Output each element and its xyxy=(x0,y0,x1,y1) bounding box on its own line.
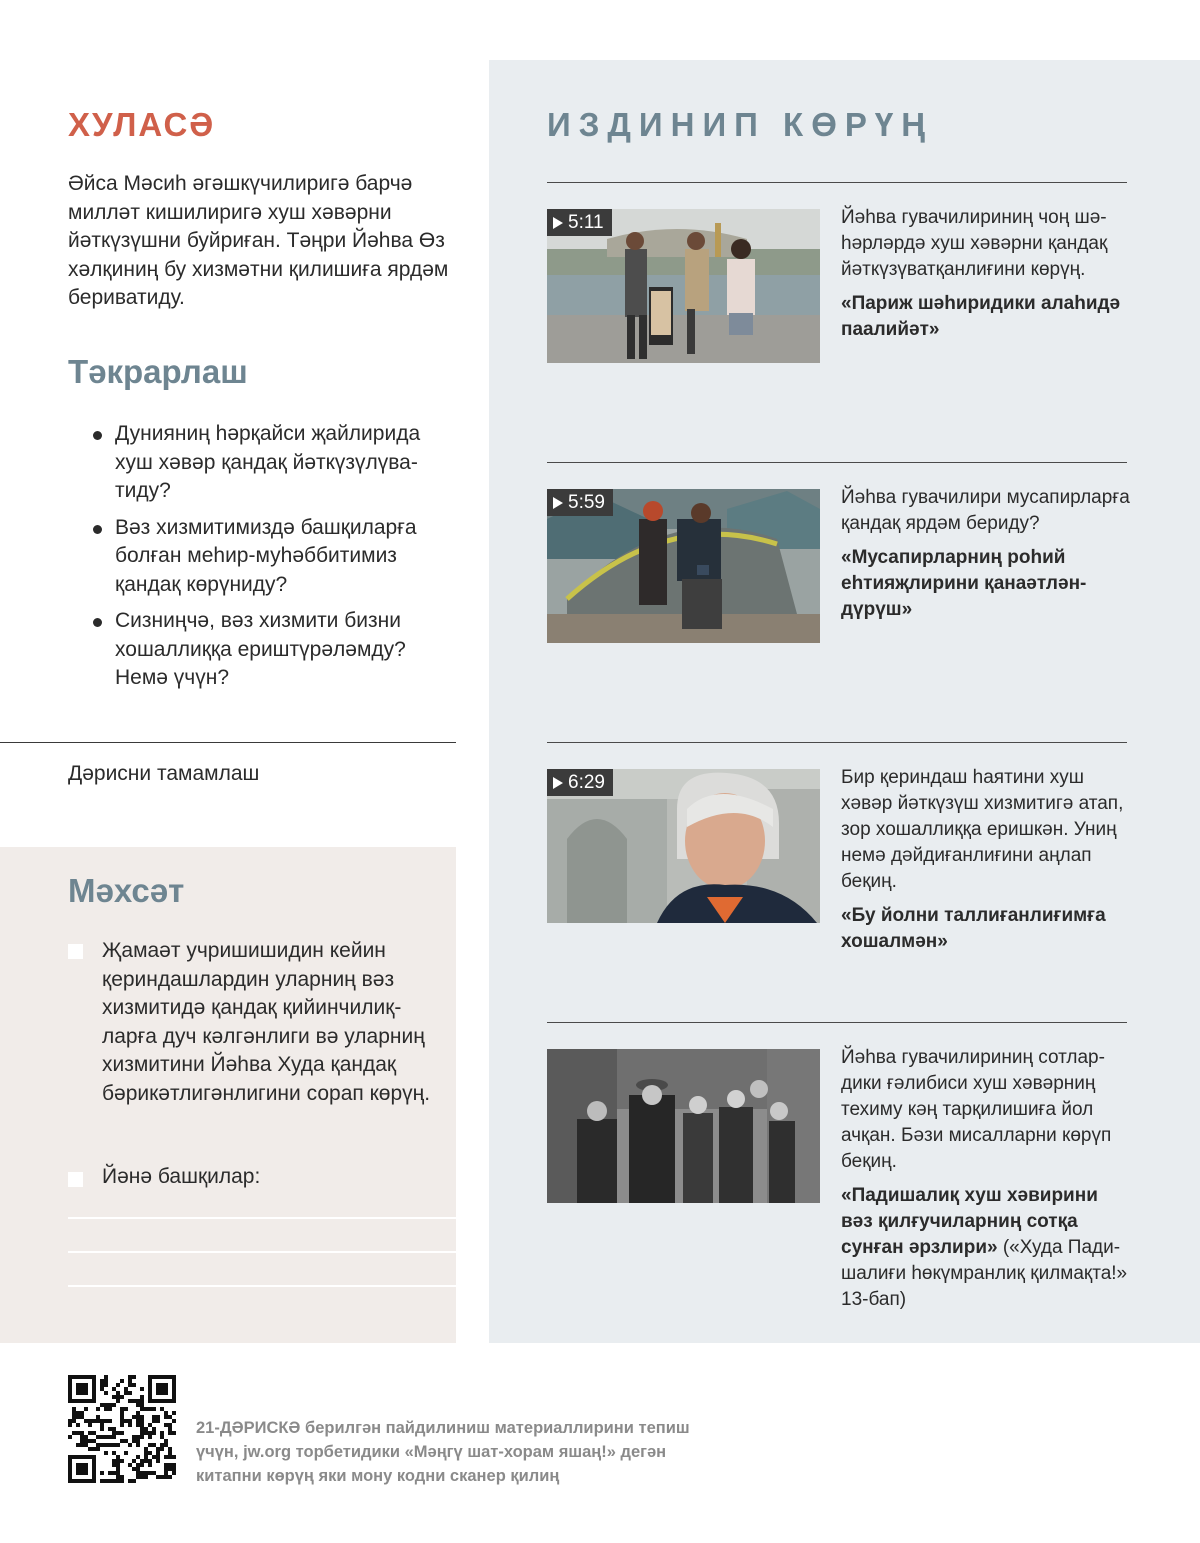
divider xyxy=(547,182,1127,183)
watch-title: ИЗДИНИП КӨРҮҢ xyxy=(547,106,934,143)
group-photo xyxy=(547,1049,820,1203)
video-thumbnail-elderly-woman[interactable] xyxy=(547,769,820,923)
divider xyxy=(547,742,1127,743)
video-thumbnail-tents[interactable] xyxy=(547,489,820,643)
write-line[interactable] xyxy=(68,1251,456,1253)
video-thumbnail-paris[interactable] xyxy=(547,209,820,363)
qr-code-graphic xyxy=(68,1375,176,1483)
summary-text: Әйса Мәсиһ әгәшкүчилиригә барчә милләт кишилиригә хуш хәвәрни йәткүзүшни буйриған. Тәңри Йәһва Өз хәлқиниң бу хизмәтни қилишиға ярдәм бериватиду. xyxy=(68,172,449,309)
write-line[interactable] xyxy=(68,1217,456,1219)
play-icon xyxy=(553,497,563,509)
write-line[interactable] xyxy=(68,1285,456,1287)
goal-other-label: Йәнә башқилар: xyxy=(102,1165,261,1188)
divider xyxy=(0,742,456,743)
reference-title: «Падишалиқ хуш хәвирини вәз қилғучиларниң сотқа сунған әрзлири» («Худа Падишалиғи һөкүмранлиқ қилмақта!» 13-бап) xyxy=(841,1185,1128,1310)
review-item: Сизниңчә, вәз хизмити бизни хошаллиққа ериштүрәләмду? Немә үчүн? xyxy=(90,607,460,693)
play-icon xyxy=(553,777,563,789)
bullet-icon xyxy=(93,431,102,440)
summary-title: ХУЛАСӘ xyxy=(68,106,216,143)
footer-text: 21-ДӘРИСКӘ берилгән пайдилиниш материаллирини тепиш үчүн, jw.org торбетидики «Мәңгү шат-хорам яшаң!» дегән китапни көрүң яки мону кодни сканер қилиң xyxy=(196,1419,690,1485)
historical-photo[interactable] xyxy=(547,1049,820,1203)
goal-item-text: Җамаәт учришишидин кейин қериндашлардин уларниң вәз хизмитидә қандақ қийинчилиқларға дуч кәлгәнлиги вә уларниң хизмитини Йәһва Худа қандақ бәрикәтлигәнлигини сорап көрүң. xyxy=(102,939,431,1105)
goal-checkbox-1[interactable] xyxy=(68,944,83,959)
bullet-icon xyxy=(93,525,102,534)
qr-code-icon[interactable] xyxy=(68,1375,176,1483)
review-item: Вәз хизмитимиздә башқиларға болған меһир-муһәббитимиз қандақ көрүниду? xyxy=(90,514,460,600)
review-title: Тәкрарлаш xyxy=(68,353,248,390)
bullet-icon xyxy=(93,618,102,627)
divider xyxy=(547,462,1127,463)
video-duration-badge: 5:59 xyxy=(547,489,613,516)
review-item: Дунияниң һәрқайси җайлирида хуш хәвәр қандақ йәткүзүлүватиду? xyxy=(90,420,460,506)
video-duration-badge: 5:11 xyxy=(547,209,612,236)
video-title[interactable]: «Париж шәһиридики алаһидә паалийәт» xyxy=(841,293,1121,340)
complete-lesson-label: Дәрисни тамамлаш xyxy=(68,762,260,785)
video-duration-badge: 6:29 xyxy=(547,769,613,796)
goal-title: Мәхсәт xyxy=(68,872,185,909)
divider xyxy=(547,1022,1127,1023)
video-title[interactable]: «Мусапирларниң роһий еһтияҗлирини қанаәтләндүрүш» xyxy=(841,547,1087,620)
video-description-3: Бир қериндаш һаятини хуш хәвәр йәткүзүш хизмитигә атап, зор хошаллиққа еришкән. Униң немә дәйдиғанлиғини аңлап беқиң. «Бу йолни таллиғанлиғимға хошалмән» xyxy=(841,765,1131,955)
video-description-4: Йәһва гувачилириниң сотлардики ғәлибиси хуш хәвәрниң техиму кәң тарқилишиға йол ачқан. Бәзи мисалларни көрүп беқиң. «Падишалиқ хуш хәвирини вәз қилғучиларниң сотқа сунған әрзлири» («Худа Падишалиғи һөкүмранлиқ қилмақта!» 13-бап) xyxy=(841,1045,1131,1313)
video-description-2: Йәһва гувачилири мусапирларға қандақ ярдәм бериду? «Мусапирларниң роһий еһтияҗлирини қанаәтләндүрүш» xyxy=(841,485,1131,623)
video-description-1: Йәһва гувачилириниң чоң шәһәрләрдә хуш хәвәрни қандақ йәткүзүватқанлиғини көрүң. «Париж шәһиридики алаһидә паалийәт» xyxy=(841,205,1131,343)
play-icon xyxy=(553,217,563,229)
goal-checkbox-2[interactable] xyxy=(68,1172,83,1187)
video-title[interactable]: «Бу йолни таллиғанлиғимға хошалмән» xyxy=(841,905,1106,952)
review-list xyxy=(90,420,460,701)
